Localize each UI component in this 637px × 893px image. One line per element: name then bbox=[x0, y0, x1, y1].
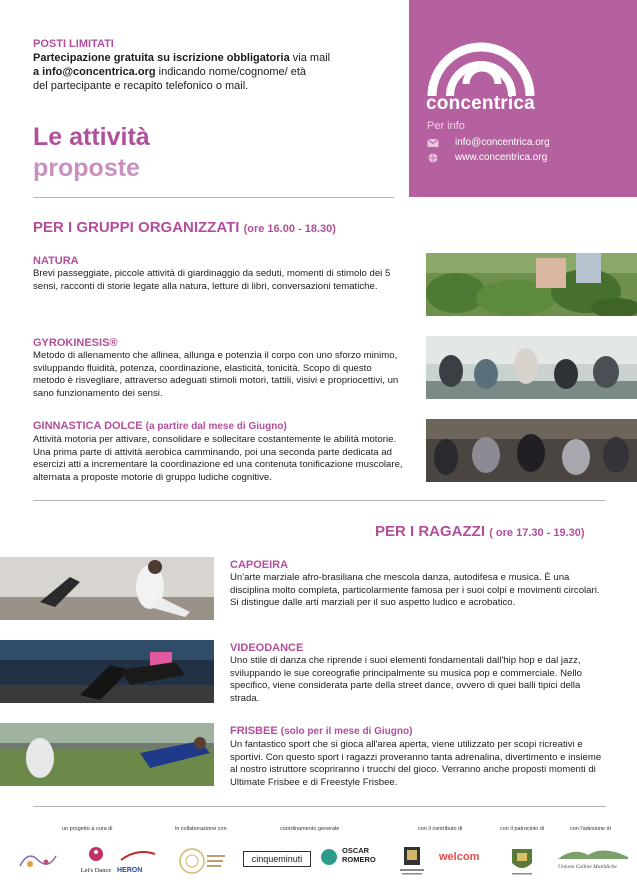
brand-website[interactable]: www.concentrica.org bbox=[455, 152, 548, 163]
activity-videodance bbox=[230, 641, 610, 705]
activity-title: GINNASTICA DOLCE bbox=[33, 420, 143, 432]
collab-logo-icon bbox=[178, 845, 228, 877]
activity-title: GYROKINESIS® bbox=[33, 337, 118, 349]
fondazione-logo-icon bbox=[396, 845, 428, 877]
unione-name: Unione Colline Matildiche bbox=[558, 864, 617, 870]
activity-description: Uno stile di danza che riprende i suoi elementi fondamentali dall'hip hop e dal jazz, sviluppando le sue coreografie principalmente su musica pop e commerciale. Nello specifico, viene considerata parte della street dance, ovvero di quei balli tipici della strada. bbox=[230, 655, 582, 704]
activity-title-row bbox=[230, 724, 610, 739]
page-title bbox=[33, 122, 150, 184]
welcom-logo: welcom bbox=[439, 851, 480, 863]
lets-dance-logo bbox=[78, 846, 114, 876]
frisbee-photo bbox=[0, 723, 214, 786]
unione-logo bbox=[558, 845, 628, 875]
oscar-romero-line1: OSCAR bbox=[342, 846, 370, 855]
activity-description: Un'arte marziale afro-brasiliana che mescola danza, autodifesa e musica. È una disciplina molto completa, particolarmente famosa per i suoi colpi e movimenti circolari. Si distingue dalle arti marziali per il suo aspetto ludico e acrobatico. bbox=[230, 572, 600, 608]
oscar-romero-line2: ROMERO bbox=[342, 855, 376, 864]
page-title-line1: Le attività bbox=[33, 123, 150, 151]
section-groups-time: (ore 16.00 - 18.30) bbox=[243, 223, 336, 235]
activity-description: Attività motoria per attivare, consolidare e sollecitare costantemente le abilità motorie. Una prima parte di attività aerobica camminando, poi una seconda parte dedicata ad esercizi atti a incrementare la coordinazione ed una contenuta tonificazione muscolare, alternata a proposte motorie di gruppo ludiche cognitive. bbox=[33, 434, 403, 483]
ginnastica-photo bbox=[426, 419, 637, 482]
brand-name: concentrica bbox=[426, 93, 535, 114]
activity-description: Metodo di allenamento che allinea, allunga e potenzia il corpo con uno sforzo minimo, sviluppando fluidità, potenza, coordinazione, elasticità, tonicità. Scopo di questo metodo è risvegliare, attraverso adeguati stimoli motori, tattili, visivi e propriocettivi, un sano funzionamento dei sensi. bbox=[33, 350, 399, 399]
activity-natura bbox=[33, 254, 399, 293]
activity-subtitle: (a partire dal mese di Giugno) bbox=[145, 421, 287, 432]
brand-box bbox=[409, 0, 637, 197]
divider bbox=[33, 500, 606, 501]
globe-icon bbox=[427, 153, 439, 163]
heron-logo bbox=[117, 848, 159, 874]
videodance-photo bbox=[0, 640, 214, 703]
footer-label-contributo: con il contributo di bbox=[418, 826, 463, 832]
activity-title: NATURA bbox=[33, 255, 79, 267]
section-groups-title: PER I GRUPPI ORGANIZZATI bbox=[33, 219, 240, 236]
comune-logo-icon bbox=[508, 845, 536, 877]
footer-label-coordinamento: coordinamento generale bbox=[280, 826, 340, 832]
unione-hills-icon bbox=[558, 845, 628, 859]
mail-icon bbox=[427, 138, 439, 148]
section-kids-time: ( ore 17.30 - 19.30) bbox=[489, 527, 585, 539]
activity-description: Brevi passeggiate, piccole attività di giardinaggio da seduti, momenti di stimolo dei 5 sensi, racconti di storie legate alla natura, letture di libri, conversazioni tematiche. bbox=[33, 268, 391, 292]
registration-line1-rest: via mail bbox=[289, 52, 331, 64]
natura-photo bbox=[426, 253, 637, 316]
registration-info bbox=[33, 37, 393, 93]
activity-description: Un fantastico sport che si gioca all'area aperta, viene utilizzato per scopi ricreativi e sportivi. Con questo sport i ragazzi proveranno tanta adrenalina, divertimento e insieme al nostro istruttore scopriranno i trucchi del gioco. Verranno anche proposti momenti di Ultimate Frisbee e di Freestyle Frisbee. bbox=[230, 739, 602, 788]
activity-gyrokinesis bbox=[33, 336, 399, 400]
activity-title: VIDEODANCE bbox=[230, 642, 304, 654]
concentrica-logo-icon bbox=[426, 34, 536, 98]
heron-name: HERON bbox=[117, 867, 143, 874]
divider bbox=[33, 197, 394, 198]
brand-website-row[interactable] bbox=[427, 152, 547, 163]
activity-title-row bbox=[33, 419, 413, 434]
gyrokinesis-photo bbox=[426, 336, 637, 399]
registration-line2-rest: indicando nome/cognome/ età bbox=[155, 66, 307, 78]
registration-line1-bold: Partecipazione gratuita su iscrizione obbligatoria bbox=[33, 52, 290, 64]
section-kids-heading bbox=[375, 523, 585, 540]
footer-label-progetto: un progetto a cura di bbox=[62, 826, 113, 832]
oscar-romero-icon bbox=[320, 848, 338, 866]
brand-email[interactable]: info@concentrica.org bbox=[455, 137, 550, 148]
divider bbox=[33, 806, 606, 807]
per-info-label: Per info bbox=[427, 120, 465, 132]
page-title-line2: proposte bbox=[33, 154, 140, 182]
activity-ginnastica-dolce bbox=[33, 419, 413, 484]
activity-title: CAPOEIRA bbox=[230, 559, 289, 571]
lets-dance-name: Let's Dance bbox=[80, 867, 112, 874]
limited-seats-label: POSTI LIMITATI bbox=[33, 38, 114, 50]
heron-icon bbox=[117, 848, 159, 862]
section-kids-title: PER I RAGAZZI bbox=[375, 523, 486, 540]
activity-capoeira bbox=[230, 558, 610, 610]
registration-line3: del partecipante e recapito telefonico o mail. bbox=[33, 80, 249, 92]
activity-title: FRISBEE bbox=[230, 725, 278, 737]
footer-label-patrocinio: con il patrocinio di bbox=[500, 826, 545, 832]
oscar-romero-logo bbox=[320, 846, 378, 876]
activity-frisbee bbox=[230, 724, 610, 789]
lets-dance-icon bbox=[88, 846, 104, 862]
registration-email: a info@concentrica.org bbox=[33, 66, 156, 78]
artes-logo-icon bbox=[18, 848, 58, 872]
footer-label-adesione: con l'adesione di bbox=[570, 826, 611, 832]
activity-subtitle: (solo per il mese di Giugno) bbox=[280, 726, 413, 737]
brand-email-row[interactable] bbox=[427, 137, 550, 148]
footer-label-collaborazione: in collaborazione con bbox=[175, 826, 227, 832]
capoeira-photo bbox=[0, 557, 214, 620]
section-groups-heading bbox=[33, 219, 336, 236]
cinqueminuti-logo: cinqueminuti bbox=[243, 851, 311, 867]
